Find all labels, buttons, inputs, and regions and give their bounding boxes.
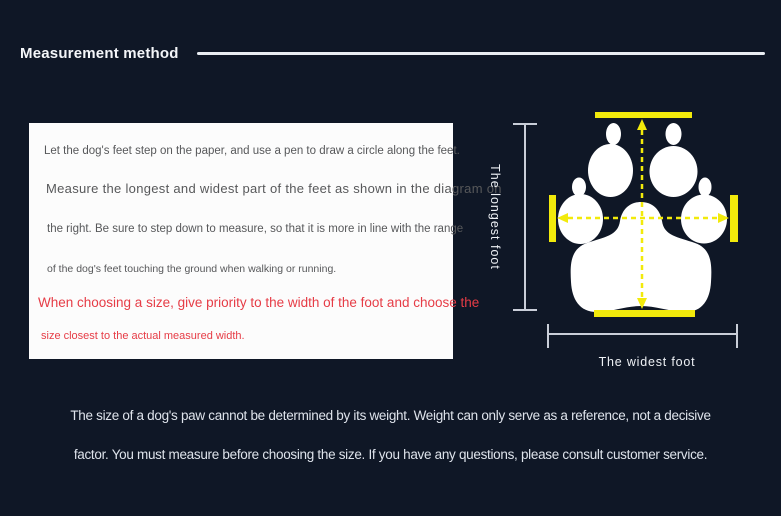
widest-foot-label: The widest foot — [598, 355, 696, 369]
page-title: Measurement method — [20, 45, 179, 62]
bottom-width-bar — [594, 310, 695, 317]
instruction-line-4: of the dog's feet touching the ground when walking or running. — [47, 263, 337, 275]
instruction-warning-line-2: size closest to the actual measured width. — [41, 330, 245, 342]
longest-foot-measure-line — [513, 124, 537, 310]
paw-toe-top-right — [650, 146, 698, 197]
paw-claw-top-right — [666, 123, 682, 145]
longest-foot-label: The longest foot — [488, 164, 502, 270]
instruction-line-2: Measure the longest and widest part of the feet as shown in the diagram on — [46, 181, 502, 196]
dog-paw-measurement-diagram — [480, 90, 781, 380]
top-width-bar — [595, 112, 692, 118]
paw-claw-side-left — [572, 178, 586, 197]
title-rule-line — [197, 52, 765, 55]
instruction-line-1: Let the dog's feet step on the paper, and use a pen to draw a circle along the feet. — [44, 145, 460, 157]
instruction-line-3: the right. Be sure to step down to measure, so that it is more in line with the range — [47, 223, 464, 235]
right-side-bar — [730, 195, 738, 242]
footer-note-line-2: factor. You must measure before choosing the size. If you have any questions, please consult customer service. — [73, 447, 708, 462]
paw-claw-top-left — [606, 123, 621, 145]
paw-toe-top-left — [588, 144, 633, 197]
paw-claw-side-right — [699, 178, 712, 197]
left-side-bar — [549, 195, 556, 242]
instruction-warning-line-1: When choosing a size, give priority to the width of the foot and choose the — [38, 295, 480, 310]
footer-note-line-1: The size of a dog's paw cannot be determined by its weight. Weight can only serve as a reference, not a decisive — [70, 408, 711, 423]
arrow-up — [637, 119, 647, 130]
widest-foot-measure-line — [548, 324, 737, 348]
